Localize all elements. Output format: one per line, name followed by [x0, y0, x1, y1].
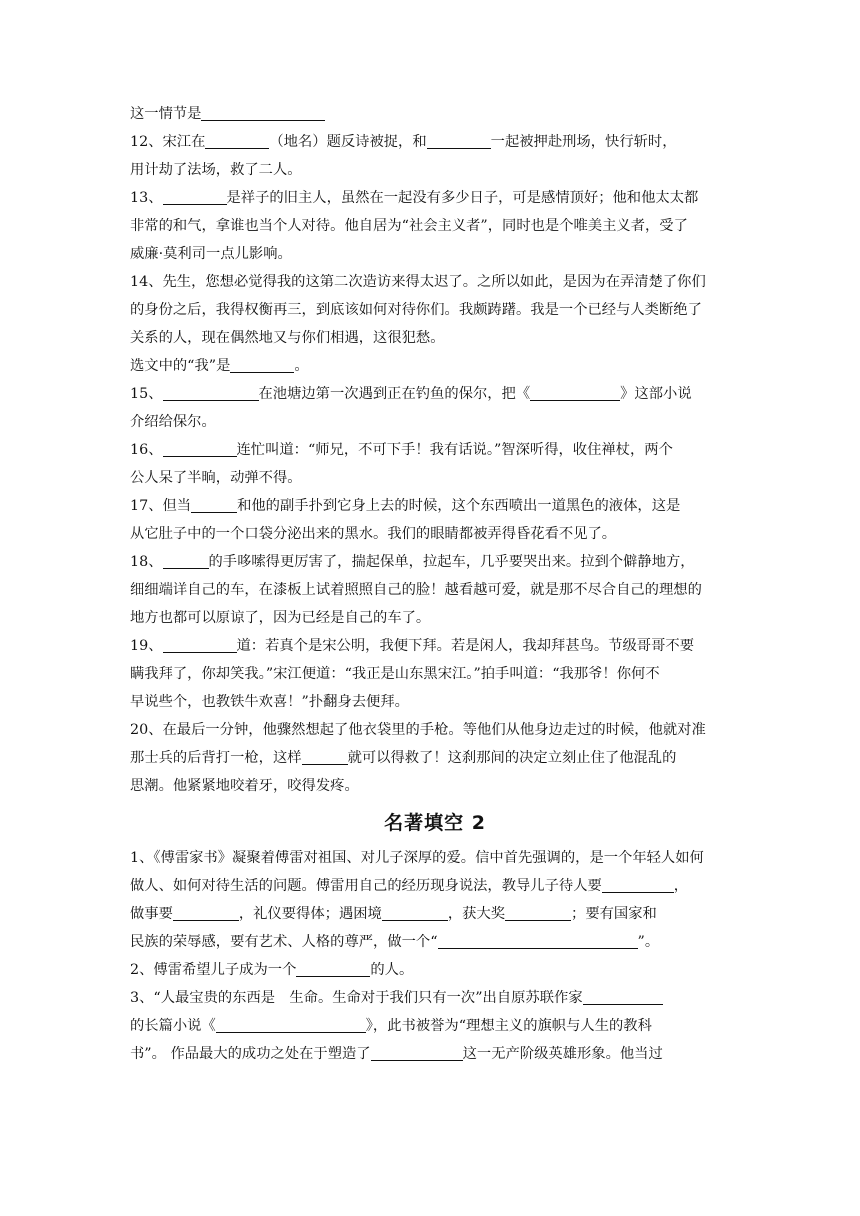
answer-blank[interactable] — [205, 131, 269, 149]
answer-blank[interactable] — [163, 439, 237, 457]
text: ，获大奖 — [447, 906, 506, 922]
text: 》这部小说 — [620, 386, 692, 402]
answer-blank[interactable] — [296, 959, 370, 977]
text: 民族的荣辱感，要有艺术、人格的尊严，做一个“ — [130, 934, 438, 950]
text: 17、但当 — [130, 498, 192, 514]
text: 思潮。他紧紧地咬着牙，咬得发疼。 — [130, 778, 359, 794]
text: 3、“人最宝贵的东西是 生命。生命对于我们只有一次”出自原苏联作家 — [130, 990, 583, 1006]
text: 是祥子的旧主人，虽然在一起没有多少日子，可是感情顶好；他和他太太都 — [226, 190, 699, 206]
text-line — [130, 1040, 740, 1068]
answer-blank[interactable] — [191, 495, 237, 513]
answer-blank[interactable] — [302, 747, 348, 765]
text: 这一无产阶级英雄形象。他当过 — [462, 1046, 663, 1062]
text-line — [130, 352, 740, 380]
text: ；要有国家和 — [571, 906, 657, 922]
text: 早说些个，也教铁牛欢喜！”扑翻身去便拜。 — [130, 694, 409, 710]
answer-blank[interactable] — [438, 931, 638, 949]
question-19 — [130, 632, 740, 660]
answer-blank[interactable] — [505, 903, 571, 921]
text: 19、 — [130, 638, 163, 654]
text-line — [130, 212, 740, 240]
text: 的长篇小说《 — [130, 1018, 216, 1034]
text: ， — [673, 878, 689, 894]
answer-blank[interactable] — [216, 1015, 366, 1033]
text: ，礼仪要得体；遇困境 — [238, 906, 382, 922]
text: 介绍给保尔。 — [130, 414, 216, 430]
text-line — [130, 464, 740, 492]
text: 做人、如何对待生活的问题。傅雷用自己的经历现身说法，教导儿子待人要 — [130, 878, 602, 894]
text: 地方也都可以原谅了，因为已经是自己的车了。 — [130, 610, 431, 626]
text-line — [130, 688, 740, 716]
text: 一起被押赴刑场，快行斩时， — [490, 134, 677, 150]
text: 从它肚子中的一个口袋分泌出来的黑水。我们的眼睛都被弄得昏花看不见了。 — [130, 526, 617, 542]
text: 威廉·莫利司一点儿影响。 — [130, 246, 292, 262]
text: 13、 — [130, 190, 163, 206]
text: 瞒我拜了，你却笑我。”宋江便道：“我正是山东黑宋江。”拍手叫道：“我那爷！你何不 — [130, 666, 660, 682]
text-line — [130, 324, 740, 352]
text: 就可以得救了！这刹那间的决定立刻止住了他混乱的 — [347, 750, 677, 766]
text-line — [130, 900, 740, 928]
text: 道：若真个是宋公明，我便下拜。若是闲人，我却拜甚鸟。节级哥哥不要 — [236, 638, 694, 654]
text-line — [130, 296, 740, 324]
question-13 — [130, 184, 740, 212]
text: 14、先生，您想必觉得我的这第二次造访来得太迟了。之所以如此，是因为在弄清楚了你们 — [130, 274, 706, 290]
text: 细细端详自己的车，在漆板上试着照照自己的脸！越看越可爱，就是那不尽合自己的理想的 — [130, 582, 702, 598]
answer-blank[interactable] — [602, 875, 674, 893]
text-line — [130, 772, 740, 800]
answer-blank[interactable] — [583, 987, 663, 1005]
answer-blank[interactable] — [371, 1043, 463, 1061]
text-line — [130, 408, 740, 436]
text: 。 — [294, 358, 309, 374]
text: 那士兵的后背打一枪，这样 — [130, 750, 302, 766]
question-16 — [130, 436, 740, 464]
text: 连忙叫道：“师兄，不可下手！我有话说。”智深听得，收住禅杖，两个 — [236, 442, 673, 458]
text-line — [130, 100, 740, 128]
answer-blank[interactable] — [163, 383, 259, 401]
answer-blank[interactable] — [201, 103, 325, 121]
text-line — [130, 928, 740, 956]
question-20 — [130, 716, 740, 744]
text: 20、在最后一分钟，他骤然想起了他衣袋里的手枪。等他们从他身边走过的时候，他就对准 — [130, 722, 706, 738]
text: 的人。 — [370, 962, 414, 978]
question-18 — [130, 548, 740, 576]
text: 1、《傅雷家书》凝聚着傅雷对祖国、对儿子深厚的爱。信中首先强调的，是一个年轻人如何 — [130, 850, 704, 866]
question-2-1 — [130, 844, 740, 872]
text-line — [130, 604, 740, 632]
text: 和他的副手扑到它身上去的时候，这个东西喷出一道黑色的液体，这是 — [237, 498, 681, 514]
text: 做事要 — [130, 906, 173, 922]
text: 非常的和气，拿谁也当个人对待。他自居为“社会主义者”，同时也是个唯美主义者，受了 — [130, 218, 688, 234]
text: 书”。 作品最大的成功之处在于塑造了 — [130, 1046, 371, 1062]
question-2-2 — [130, 956, 740, 984]
text: 》，此书被誉为“理想主义的旗帜与人生的教科 — [365, 1018, 652, 1034]
answer-blank[interactable] — [427, 131, 491, 149]
text: 选文中的“我”是 — [130, 358, 231, 374]
text-line — [130, 156, 740, 184]
answer-blank[interactable] — [173, 903, 239, 921]
text-line — [130, 576, 740, 604]
text: 12、宋江在 — [130, 134, 206, 150]
question-2-3 — [130, 984, 740, 1012]
answer-blank[interactable] — [163, 551, 209, 569]
text: 用计劫了法场，救了二人。 — [130, 162, 302, 178]
answer-blank[interactable] — [230, 355, 294, 373]
text: 18、 — [130, 554, 163, 570]
text-line — [130, 240, 740, 268]
text: 公人呆了半晌，动弹不得。 — [130, 470, 302, 486]
question-15 — [130, 380, 740, 408]
answer-blank[interactable] — [530, 383, 620, 401]
text: 15、 — [130, 386, 163, 402]
text: ”。 — [637, 934, 660, 950]
answer-blank[interactable] — [163, 187, 227, 205]
text-line — [130, 744, 740, 772]
question-14 — [130, 268, 740, 296]
text: 这一情节是 — [130, 106, 202, 122]
answer-blank[interactable] — [163, 635, 237, 653]
question-17 — [130, 492, 740, 520]
text: 的身份之后，我得权衡再三，到底该如何对待你们。我颇踌躇。我是一个已经与人类断绝了 — [130, 302, 702, 318]
text: 在池塘边第一次遇到正在钓鱼的保尔，把《 — [258, 386, 531, 402]
text: 关系的人，现在偶然地又与你们相遇，这很犯愁。 — [130, 330, 445, 346]
text-line — [130, 1012, 740, 1040]
text-line — [130, 872, 740, 900]
text: 的手哆嗦得更厉害了，揣起保单，拉起车，几乎要哭出来。拉到个僻静地方， — [208, 554, 695, 570]
text: （地名）题反诗被捉，和 — [269, 134, 427, 150]
text: 16、 — [130, 442, 163, 458]
answer-blank[interactable] — [382, 903, 448, 921]
section-title: 名著填空 2 — [384, 812, 486, 834]
question-12 — [130, 128, 740, 156]
text-line — [130, 520, 740, 548]
text-line — [130, 660, 740, 688]
text: 2、傅雷希望儿子成为一个 — [130, 962, 297, 978]
document-page — [130, 100, 740, 1068]
